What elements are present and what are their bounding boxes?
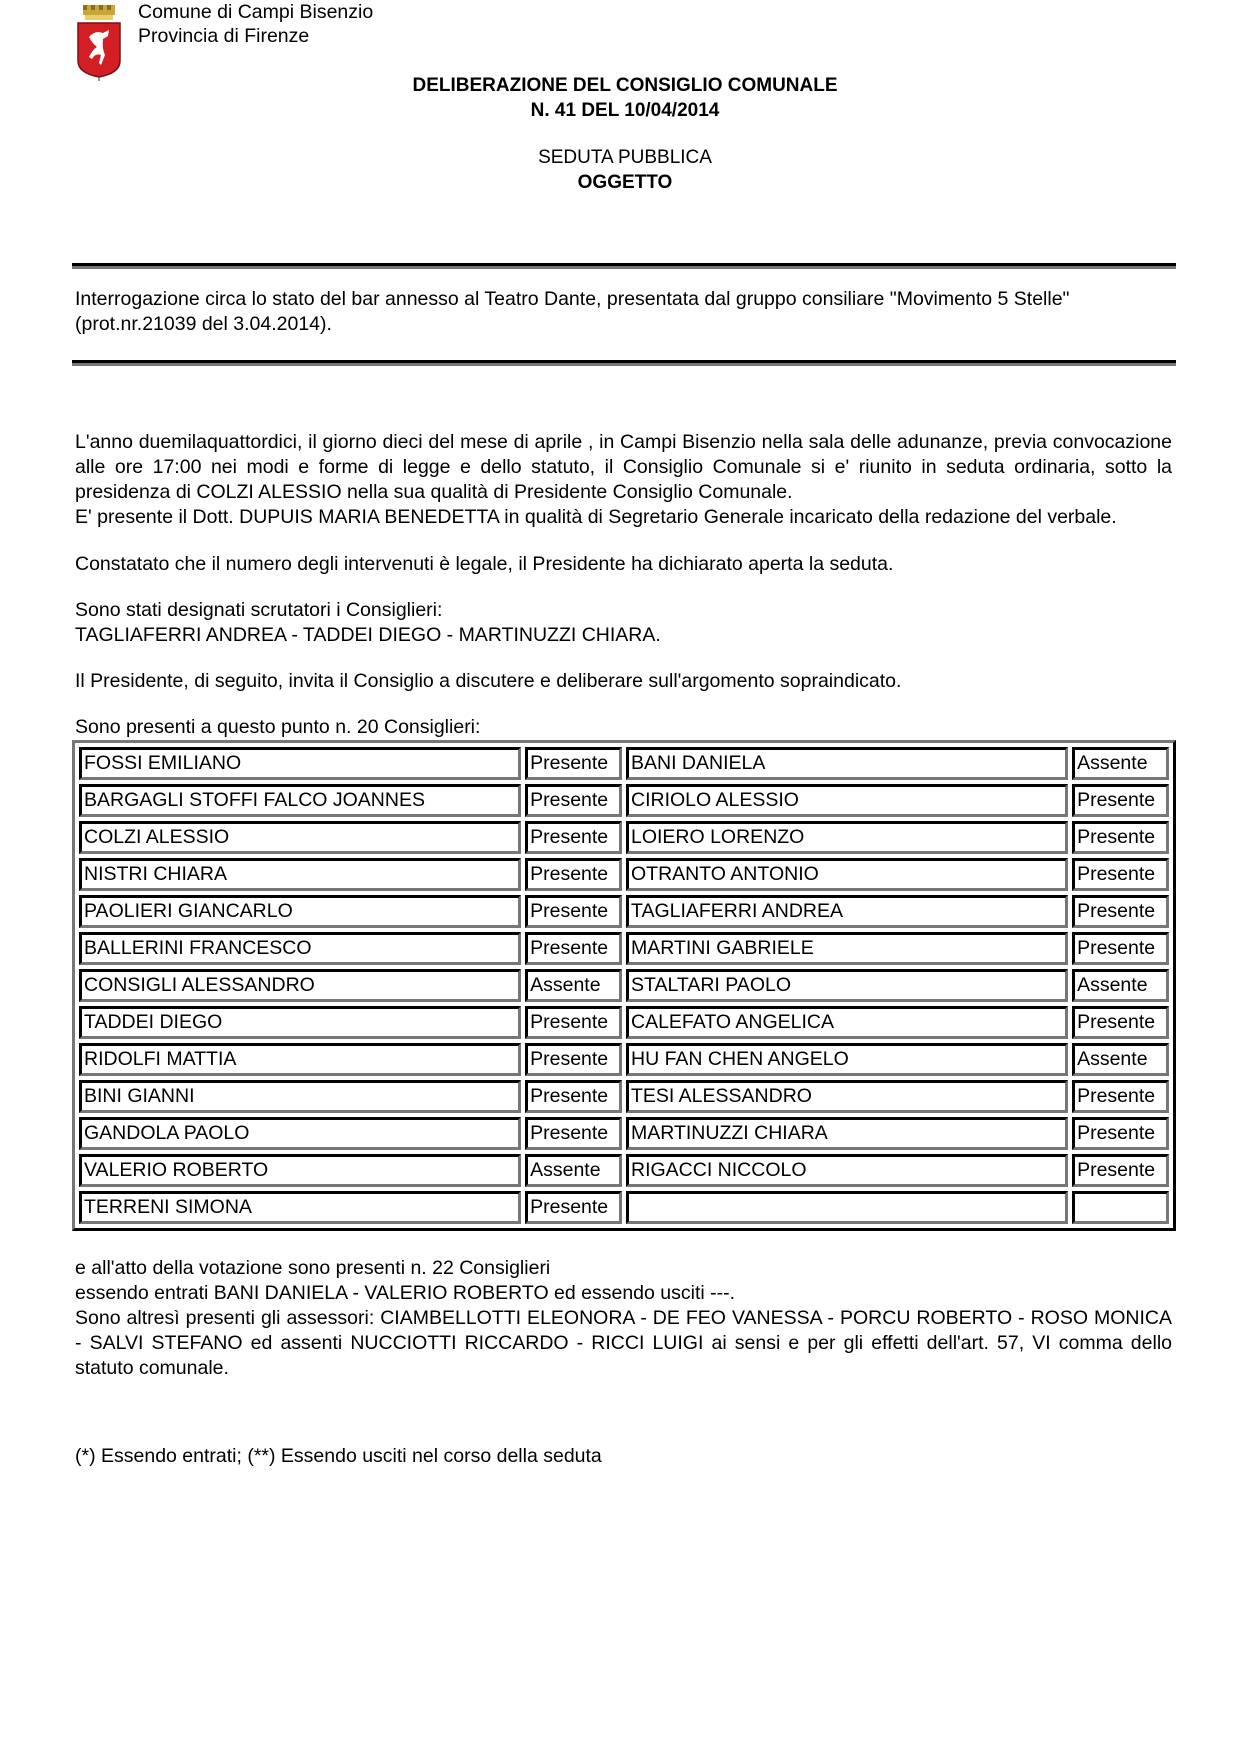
intro-paragraph <box>75 430 1172 530</box>
attendance-status: Presente <box>525 1191 622 1224</box>
attendance-status: Presente <box>525 932 622 965</box>
roll-call-row <box>79 1006 1169 1039</box>
roll-call-row <box>79 1080 1169 1113</box>
councillor-name: CALEFATO ANGELICA <box>626 1006 1068 1039</box>
voting-count-text: e all'atto della votazione sono presenti n. 22 Consiglieri <box>75 1257 551 1279</box>
scrutineers-names: TAGLIAFERRI ANDREA - TADDEI DIEGO - MARTINUZZI CHIARA. <box>75 624 661 646</box>
councillor-name: TERRENI SIMONA <box>79 1191 521 1224</box>
assessors-text: Sono altresì presenti gli assessori: CIAMBELLOTTI ELEONORA - DE FEO VANESSA - PORCU ROBERTO - ROSO MONICA - SALVI STEFANO ed assenti NUCCIOTTI RICCARDO - RICCI LUIGI ai sensi e per gli effetti dell'art. 57, VI comma dello statuto comunale. <box>75 1307 1172 1379</box>
attendance-status: Presente <box>525 1080 622 1113</box>
attendance-status: Assente <box>1072 969 1169 1002</box>
subject-label: OGGETTO <box>577 172 673 193</box>
councillor-name <box>626 1191 1068 1224</box>
roll-call-row <box>79 932 1169 965</box>
councillor-name: FOSSI EMILIANO <box>79 747 521 780</box>
attendance-status: Presente <box>1072 784 1169 817</box>
attendance-status: Presente <box>525 858 622 891</box>
attendance-status: Presente <box>1072 1006 1169 1039</box>
document-title: DELIBERAZIONE DEL CONSIGLIO COMUNALE <box>412 75 838 96</box>
attendance-status: Presente <box>1072 1117 1169 1150</box>
attendance-status: Presente <box>525 1006 622 1039</box>
attendance-status: Assente <box>1072 747 1169 780</box>
roll-call-row <box>79 784 1169 817</box>
councillor-name: TADDEI DIEGO <box>79 1006 521 1039</box>
attendance-status: Presente <box>1072 821 1169 854</box>
councillor-name: LOIERO LORENZO <box>626 821 1068 854</box>
invitation-text: Il Presidente, di seguito, invita il Consiglio a discutere e deliberare sull'argomento sopraindicato. <box>75 670 902 692</box>
councillor-name: CONSIGLI ALESSANDRO <box>79 969 521 1002</box>
councillor-name: PAOLIERI GIANCARLO <box>79 895 521 928</box>
councillor-name: OTRANTO ANTONIO <box>626 858 1068 891</box>
councillor-name: TESI ALESSANDRO <box>626 1080 1068 1113</box>
attendance-status: Assente <box>1072 1043 1169 1076</box>
present-count-text: Sono presenti a questo punto n. 20 Consiglieri: <box>75 716 481 738</box>
divider-top <box>72 263 1176 269</box>
roll-call-row <box>79 895 1169 928</box>
secretary-text: E' presente il Dott. DUPUIS MARIA BENEDETTA in qualità di Segretario Generale incaricato della redazione del verbale. <box>75 506 1117 528</box>
councillor-name: MARTINUZZI CHIARA <box>626 1117 1068 1150</box>
divider-bottom <box>72 360 1176 366</box>
scrutineers-block <box>75 598 1172 648</box>
councillor-name: COLZI ALESSIO <box>79 821 521 854</box>
attendance-status: Presente <box>525 1117 622 1150</box>
councillor-name: GANDOLA PAOLO <box>79 1117 521 1150</box>
roll-call-row <box>79 969 1169 1002</box>
entered-exited-text: essendo entrati BANI DANIELA - VALERIO ROBERTO ed essendo usciti ---. <box>75 1282 736 1304</box>
attendance-status: Presente <box>525 747 622 780</box>
roll-call-row <box>79 1154 1169 1187</box>
roll-call-row <box>79 821 1169 854</box>
attendance-status: Presente <box>1072 895 1169 928</box>
roll-call-table <box>72 740 1176 1231</box>
roll-call-row <box>79 1191 1169 1224</box>
attendance-status: Presente <box>525 895 622 928</box>
councillor-name: NISTRI CHIARA <box>79 858 521 891</box>
legal-number-text: Constatato che il numero degli intervenuti è legale, il Presidente ha dichiarato aperta la seduta. <box>75 553 894 575</box>
roll-call-row <box>79 1117 1169 1150</box>
attendance-status: Presente <box>525 821 622 854</box>
attendance-status: Assente <box>525 969 622 1002</box>
councillor-name: BANI DANIELA <box>626 747 1068 780</box>
attendance-status: Presente <box>1072 1080 1169 1113</box>
attendance-status: Presente <box>525 784 622 817</box>
intro-text: L'anno duemilaquattordici, il giorno dieci del mese di aprile , in Campi Bisenzio nella sala delle adunanze, previa convocazione alle ore 17:00 nei modi e forme di legge e dello statuto, il Consiglio Comunale si e' riunito in seduta ordinaria, sotto la presidenza di COLZI ALESSIO nella sua qualità di Presidente Consiglio Comunale. <box>75 431 1172 503</box>
attendance-status: Presente <box>525 1043 622 1076</box>
councillor-name: HU FAN CHEN ANGELO <box>626 1043 1068 1076</box>
councillor-name: BARGAGLI STOFFI FALCO JOANNES <box>79 784 521 817</box>
councillor-name: RIDOLFI MATTIA <box>79 1043 521 1076</box>
attendance-status: Assente <box>525 1154 622 1187</box>
attendance-status: Presente <box>1072 1154 1169 1187</box>
councillor-name: CIRIOLO ALESSIO <box>626 784 1068 817</box>
councillor-name: MARTINI GABRIELE <box>626 932 1068 965</box>
footnote: (*) Essendo entrati; (**) Essendo usciti nel corso della seduta <box>75 1445 602 1467</box>
session-type: SEDUTA PUBBLICA <box>538 147 712 168</box>
attendance-status: Presente <box>1072 932 1169 965</box>
issuer-block <box>138 0 373 48</box>
councillor-name: TAGLIAFERRI ANDREA <box>626 895 1068 928</box>
councillor-name: VALERIO ROBERTO <box>79 1154 521 1187</box>
subject-text: Interrogazione circa lo stato del bar annesso al Teatro Dante, presentata dal gruppo consiliare "Movimento 5 Stelle" (prot.nr.21039 del 3.04.2014). <box>75 288 1070 335</box>
coat-of-arms-icon <box>75 3 123 81</box>
province-name: Provincia di Firenze <box>138 25 310 47</box>
municipality-name: Comune di Campi Bisenzio <box>138 1 374 23</box>
councillor-name: BINI GIANNI <box>79 1080 521 1113</box>
roll-call-row <box>79 747 1169 780</box>
councillor-name: BALLERINI FRANCESCO <box>79 932 521 965</box>
attendance-status: Presente <box>1072 858 1169 891</box>
councillor-name: RIGACCI NICCOLO <box>626 1154 1068 1187</box>
attendance-status <box>1072 1191 1169 1224</box>
councillor-name: STALTARI PAOLO <box>626 969 1068 1002</box>
roll-call-row <box>79 858 1169 891</box>
deliberation-number: N. 41 DEL 10/04/2014 <box>530 100 720 121</box>
scrutineers-intro: Sono stati designati scrutatori i Consiglieri: <box>75 599 443 621</box>
roll-call-row <box>79 1043 1169 1076</box>
